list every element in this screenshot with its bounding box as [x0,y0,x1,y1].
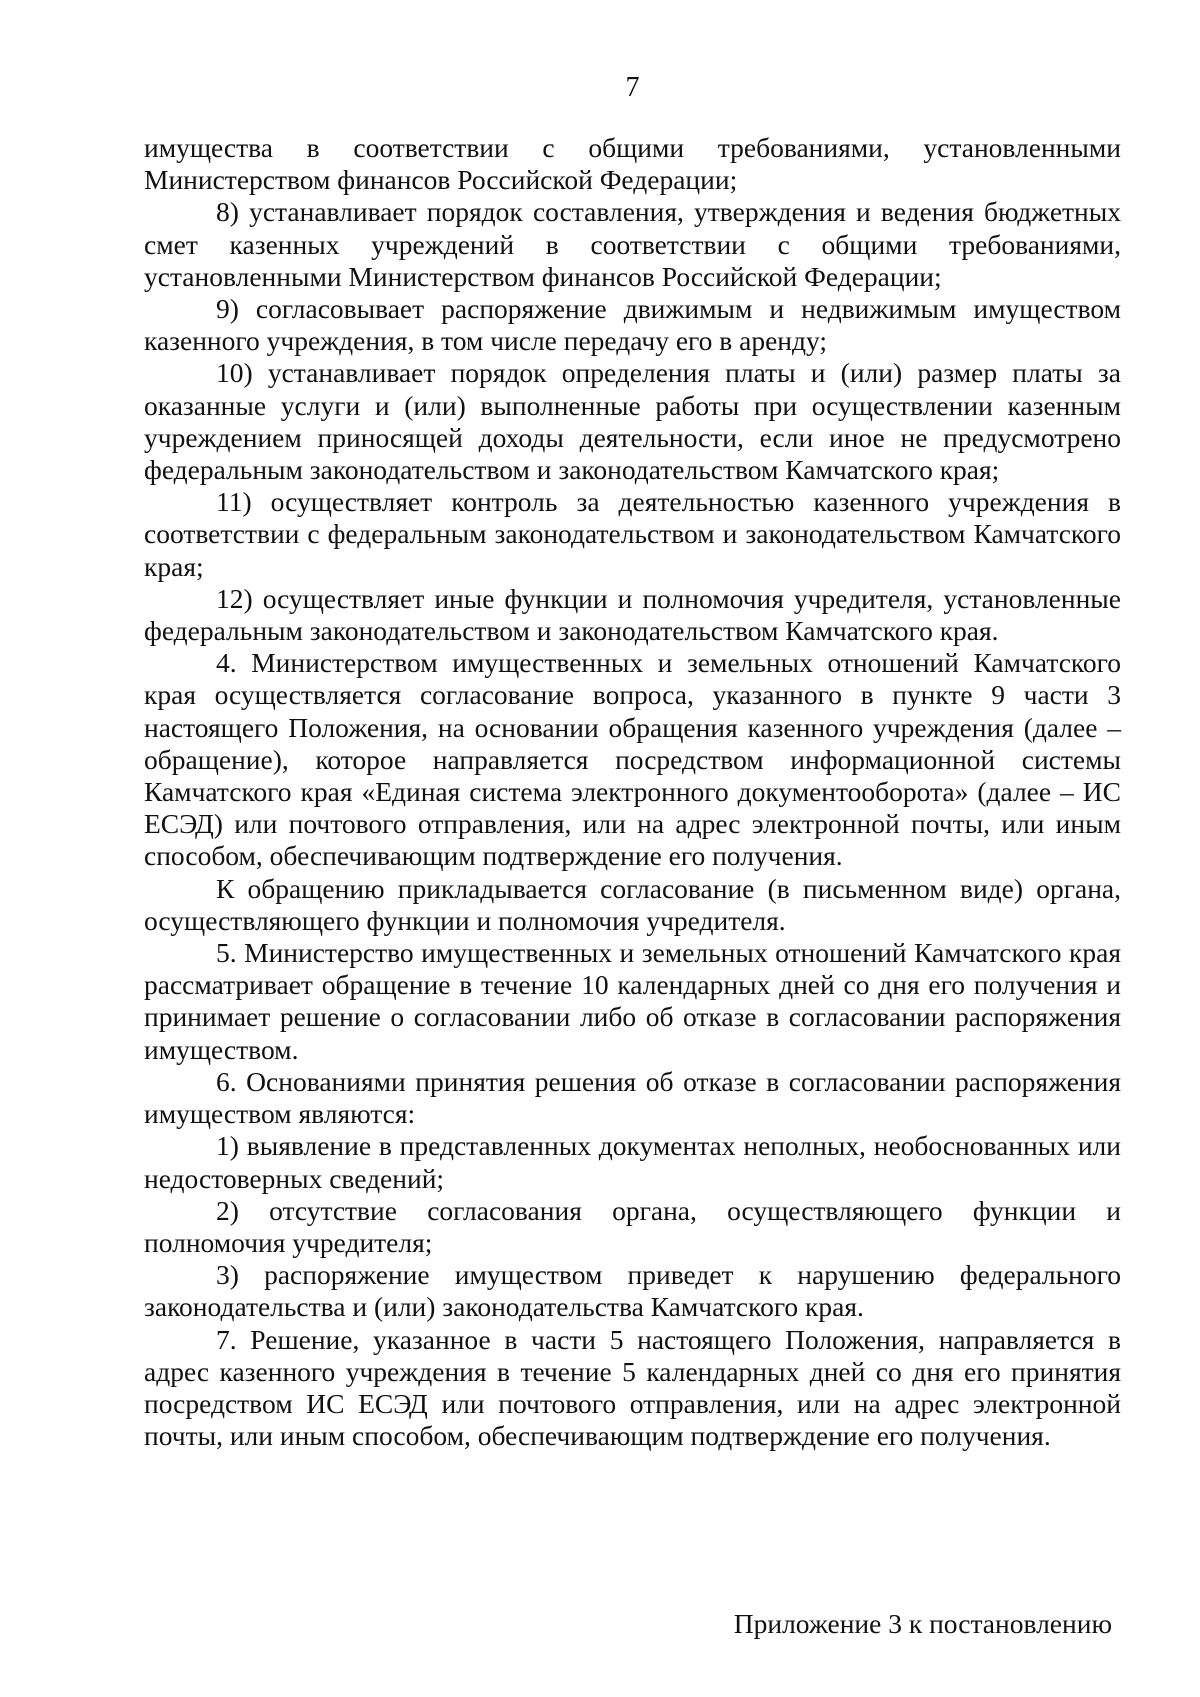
paragraph-reason-3: 3) распоряжение имуществом приведет к нарушению федерального законодательства и (или) законодательства Камчатского края. [144,1259,1121,1323]
paragraph-reason-1: 1) выявление в представленных документах неполных, необоснованных или недостоверных сведений; [144,1130,1121,1194]
paragraph-continuation: имущества в соответствии с общими требованиями, установленными Министерством финансов Российской Федерации; [144,132,1121,196]
paragraph-reason-2: 2) отсутствие согласования органа, осуществляющего функции и полномочия учредителя; [144,1194,1121,1258]
paragraph-item-12: 12) осуществляет иные функции и полномочия учредителя, установленные федеральным законодательством и законодательством Камчатского края. [144,582,1121,647]
page-number: 7 [625,72,640,103]
appendix-note: Приложение 3 к постановлению [733,1608,1112,1639]
paragraph-section-6: 6. Основаниями принятия решения об отказе в согласовании распоряжения имуществом являются: [144,1065,1121,1130]
paragraph-section-4: 4. Министерством имущественных и земельных отношений Камчатского края осуществляется согласование вопроса, указанного в пункте 9 части 3 настоящего Положения, на основании обращения казенного учреждения (далее – обращение), которое направляется посредством информационной системы Камчатского края «Единая система электронного документооборота» (далее – ИС ЕСЭД) или почтового отправления, или на адрес электронной почты, или иным способом, обеспечивающим подтверждение его получения. [144,647,1121,872]
document-body [144,132,1121,1452]
paragraph-item-10: 10) устанавливает порядок определения платы и (или) размер платы за оказанные услуги и (или) выполненные работы при осуществлении казенным учреждением приносящей доходы деятельности, если иное не предусмотрено федеральным законодательством и законодательством Камчатского края; [144,357,1121,486]
paragraph-attachment-note: К обращению прикладывается согласование (в письменном виде) органа, осуществляющего функции и полномочия учредителя. [144,872,1121,936]
paragraph-item-9: 9) согласовывает распоряжение движимым и недвижимым имуществом казенного учреждения, в том числе передачу его в аренду; [144,293,1121,357]
paragraph-item-8: 8) устанавливает порядок составления, утверждения и ведения бюджетных смет казенных учреждений в соответствии с общими требованиями, установленными Министерством финансов Российской Федерации; [144,196,1121,292]
paragraph-section-7: 7. Решение, указанное в части 5 настоящего Положения, направляется в адрес казенного учреждения в течение 5 календарных дней со дня его принятия посредством ИС ЕСЭД или почтового отправления, или на адрес электронной почты, или иным способом, обеспечивающим подтверждение его получения. [144,1323,1121,1452]
paragraph-item-11: 11) осуществляет контроль за деятельностью казенного учреждения в соответствии с федеральным законодательством и законодательством Камчатского края; [144,486,1121,582]
paragraph-section-5: 5. Министерство имущественных и земельных отношений Камчатского края рассматривает обращение в течение 10 календарных дней со дня его получения и принимает решение о согласовании либо об отказе в согласовании распоряжения имуществом. [144,937,1121,1065]
